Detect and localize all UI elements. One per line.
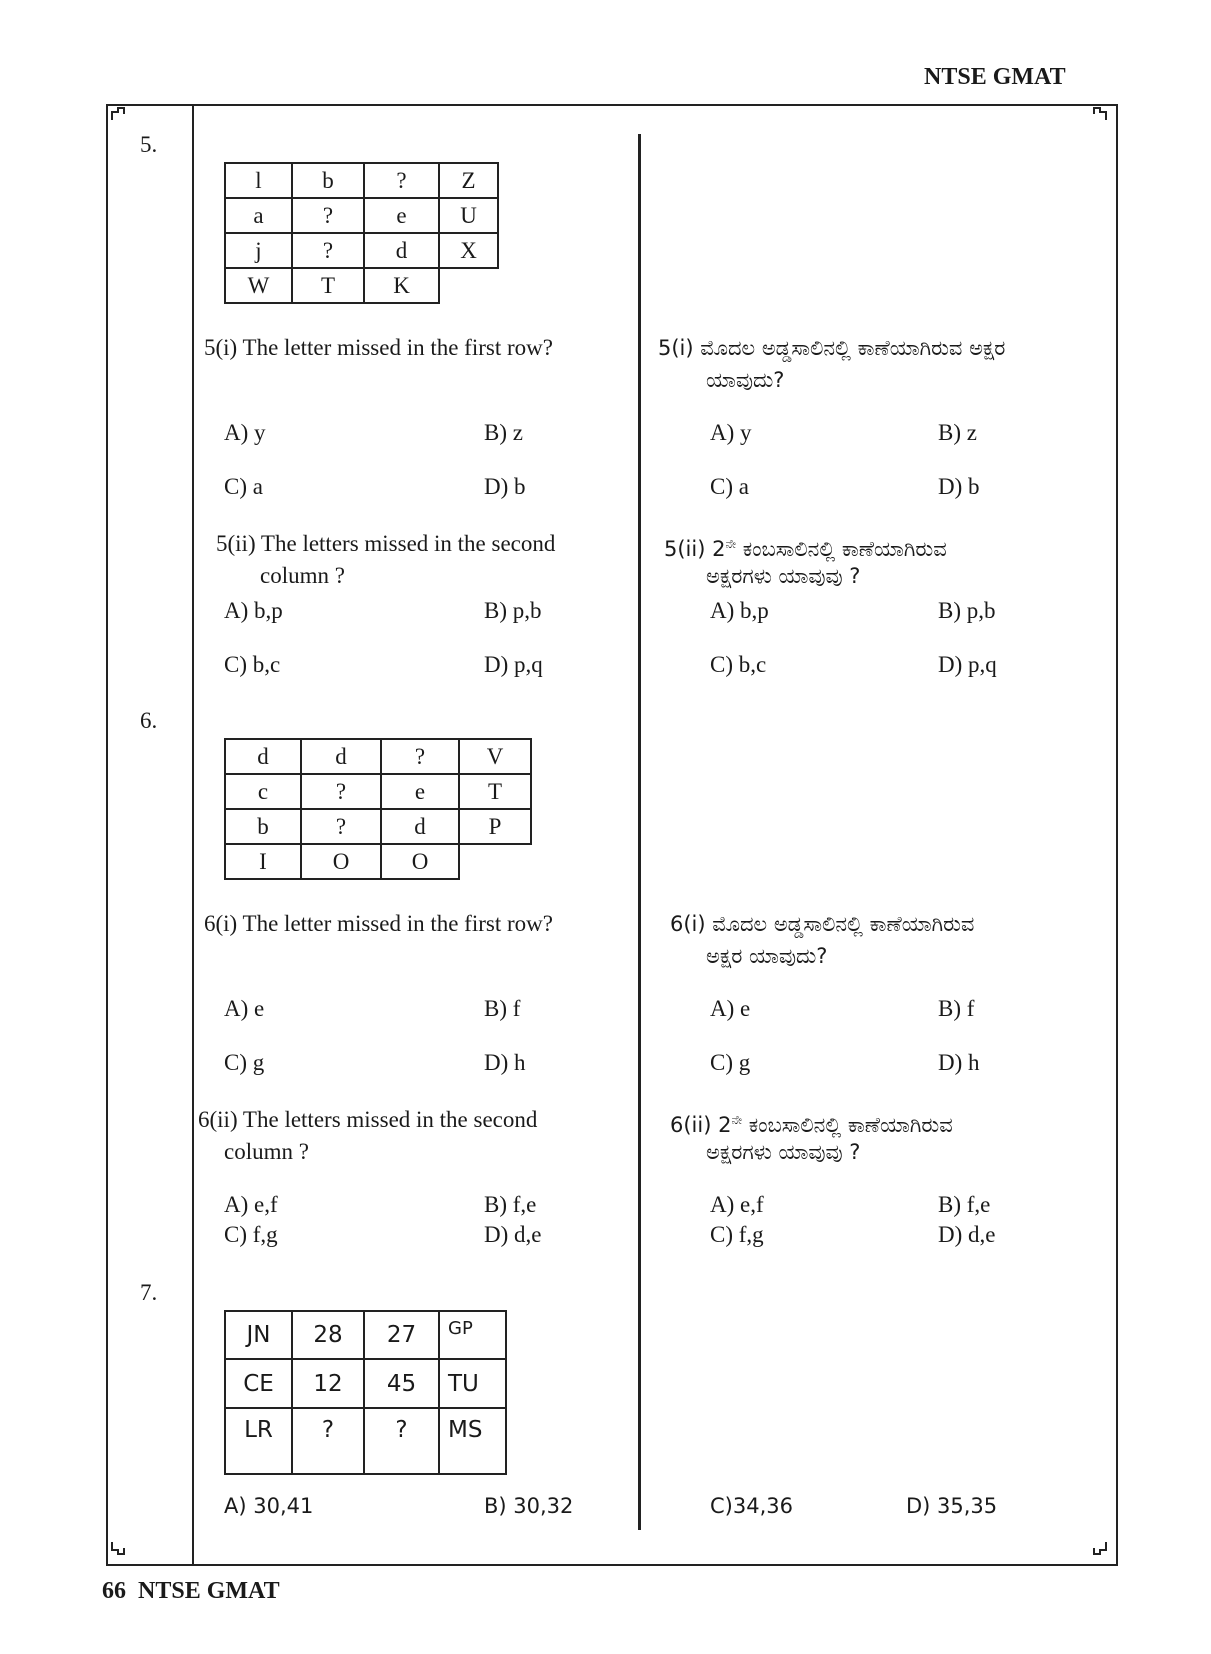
grid-cell: P xyxy=(459,809,531,844)
question-text-kn: 5(ii) $2^{ನೇ}$ ಕಂಬಸಾಲಿನಲ್ಲಿ ಕಾಣೆಯಾಗಿರುವ xyxy=(664,537,947,561)
grid-cell: T xyxy=(292,268,364,303)
option-c[interactable]: C) g xyxy=(710,1050,751,1075)
grid-cell: d xyxy=(364,233,439,268)
grid-cell: b xyxy=(225,809,301,844)
question-text-en: column ? xyxy=(224,1139,309,1164)
grid-cell: b xyxy=(292,163,364,198)
option-a[interactable]: A) e,f xyxy=(710,1192,764,1217)
grid-cell: 45 xyxy=(364,1359,439,1408)
grid-cell: I xyxy=(225,844,301,879)
grid-cell: 12 xyxy=(292,1359,364,1408)
grid-cell: ? xyxy=(301,809,381,844)
grid-cell: MS xyxy=(439,1408,506,1474)
question-text-en: 6(i) The letter missed in the first row? xyxy=(204,911,553,936)
grid-cell: ? xyxy=(364,1408,439,1474)
grid-cell: Z xyxy=(439,163,498,198)
corner-ornament-icon xyxy=(110,106,126,122)
option-b[interactable]: B) f xyxy=(484,996,521,1021)
grid-cell: LR xyxy=(225,1408,292,1474)
option-b[interactable]: B) p,b xyxy=(938,598,996,623)
option-c[interactable]: C)34,36 xyxy=(710,1494,793,1518)
footer-title: NTSE GMAT xyxy=(138,1578,280,1604)
question-text-kn: ಅಕ್ಷರಗಳು ಯಾವುವು ? xyxy=(706,1140,861,1164)
option-c[interactable]: C) f,g xyxy=(710,1222,764,1247)
option-c[interactable]: C) a xyxy=(710,474,749,499)
grid-cell: ? xyxy=(364,163,439,198)
option-d[interactable]: D) d,e xyxy=(484,1222,542,1247)
option-c[interactable]: C) b,c xyxy=(224,652,281,677)
question-text-kn: 5(i) ಮೊದಲ ಅಡ್ಡಸಾಲಿನಲ್ಲಿ ಕಾಣೆಯಾಗಿರುವ ಅಕ್ಷರ xyxy=(658,336,1006,360)
grid-cell: X xyxy=(439,233,498,268)
letter-grid xyxy=(224,738,532,880)
option-a[interactable]: A) e,f xyxy=(224,1192,278,1217)
option-b[interactable]: B) f,e xyxy=(484,1192,537,1217)
grid-cell: O xyxy=(301,844,381,879)
corner-ornament-icon xyxy=(110,1540,126,1556)
grid-cell: 28 xyxy=(292,1311,364,1359)
corner-ornament-icon xyxy=(1092,106,1108,122)
grid-cell: 27 xyxy=(364,1311,439,1359)
column-divider xyxy=(638,134,641,1530)
header-title: NTSE GMAT xyxy=(924,64,1066,90)
option-a[interactable]: A) y xyxy=(710,420,752,445)
grid-cell: K xyxy=(364,268,439,303)
grid-cell: JN xyxy=(225,1311,292,1359)
grid-cell xyxy=(439,268,498,303)
option-d[interactable]: D) p,q xyxy=(938,652,997,677)
grid-cell: d xyxy=(225,739,301,774)
question-number: 7. xyxy=(140,1280,158,1305)
grid-cell: TU xyxy=(439,1359,506,1408)
grid-cell: a xyxy=(225,198,292,233)
option-b[interactable]: B) f xyxy=(938,996,975,1021)
option-c[interactable]: C) b,c xyxy=(710,652,767,677)
grid-cell: V xyxy=(459,739,531,774)
grid-cell: T xyxy=(459,774,531,809)
grid-cell: ? xyxy=(292,198,364,233)
grid-cell: d xyxy=(301,739,381,774)
option-b[interactable]: B) z xyxy=(484,420,523,445)
option-d[interactable]: D) 35,35 xyxy=(906,1494,998,1518)
letter-grid xyxy=(224,162,499,304)
grid-cell: c xyxy=(225,774,301,809)
question-text-kn: ಅಕ್ಷರ ಯಾವುದು? xyxy=(706,944,828,968)
corner-ornament-icon xyxy=(1092,1540,1108,1556)
option-a[interactable]: A) y xyxy=(224,420,266,445)
option-d[interactable]: D) h xyxy=(484,1050,526,1075)
option-c[interactable]: C) g xyxy=(224,1050,265,1075)
option-a[interactable]: A) 30,41 xyxy=(224,1494,314,1518)
question-text-en: 5(i) The letter missed in the first row? xyxy=(204,335,553,360)
grid-cell: W xyxy=(225,268,292,303)
grid-cell: GP xyxy=(439,1311,506,1359)
option-c[interactable]: C) a xyxy=(224,474,263,499)
grid-cell: U xyxy=(439,198,498,233)
option-b[interactable]: B) z xyxy=(938,420,977,445)
grid-cell: e xyxy=(381,774,459,809)
option-a[interactable]: A) b,p xyxy=(224,598,283,623)
grid-cell: d xyxy=(381,809,459,844)
question-number: 5. xyxy=(140,132,158,157)
grid-cell: CE xyxy=(225,1359,292,1408)
option-c[interactable]: C) f,g xyxy=(224,1222,278,1247)
option-b[interactable]: B) f,e xyxy=(938,1192,991,1217)
question-text-kn: 6(i) ಮೊದಲ ಅಡ್ಡಸಾಲಿನಲ್ಲಿ ಕಾಣೆಯಾಗಿರುವ xyxy=(670,912,975,936)
footer xyxy=(102,1578,280,1605)
grid-cell: ? xyxy=(292,1408,364,1474)
option-a[interactable]: A) b,p xyxy=(710,598,769,623)
question-text-en: 6(ii) The letters missed in the second xyxy=(198,1107,538,1132)
grid-cell: l xyxy=(225,163,292,198)
grid-cell: e xyxy=(364,198,439,233)
question-text-en: 5(ii) The letters missed in the second xyxy=(216,531,556,556)
grid-cell: O xyxy=(381,844,459,879)
question-text-kn: ಯಾವುದು? xyxy=(706,368,785,392)
grid-cell: j xyxy=(225,233,292,268)
option-a[interactable]: A) e xyxy=(224,996,265,1021)
option-d[interactable]: D) p,q xyxy=(484,652,543,677)
number-grid xyxy=(224,1310,507,1475)
left-margin-rule xyxy=(192,104,194,1564)
option-d[interactable]: D) d,e xyxy=(938,1222,996,1247)
page-number: 66 xyxy=(102,1578,126,1604)
question-text-en: column ? xyxy=(260,563,345,588)
option-b[interactable]: B) p,b xyxy=(484,598,542,623)
option-d[interactable]: D) b xyxy=(484,474,526,499)
grid-cell: ? xyxy=(301,774,381,809)
question-text-kn: 6(ii) $2^{ನೇ}$ ಕಂಬಸಾಲಿನಲ್ಲಿ ಕಾಣೆಯಾಗಿರುವ xyxy=(670,1113,953,1137)
grid-cell: ? xyxy=(381,739,459,774)
question-number: 6. xyxy=(140,708,158,733)
option-d[interactable]: D) h xyxy=(938,1050,980,1075)
option-d[interactable]: D) b xyxy=(938,474,980,499)
option-a[interactable]: A) e xyxy=(710,996,751,1021)
option-b[interactable]: B) 30,32 xyxy=(484,1494,574,1518)
question-text-kn: ಅಕ್ಷರಗಳು ಯಾವುವು ? xyxy=(706,564,861,588)
grid-cell: ? xyxy=(292,233,364,268)
grid-cell xyxy=(459,844,531,879)
